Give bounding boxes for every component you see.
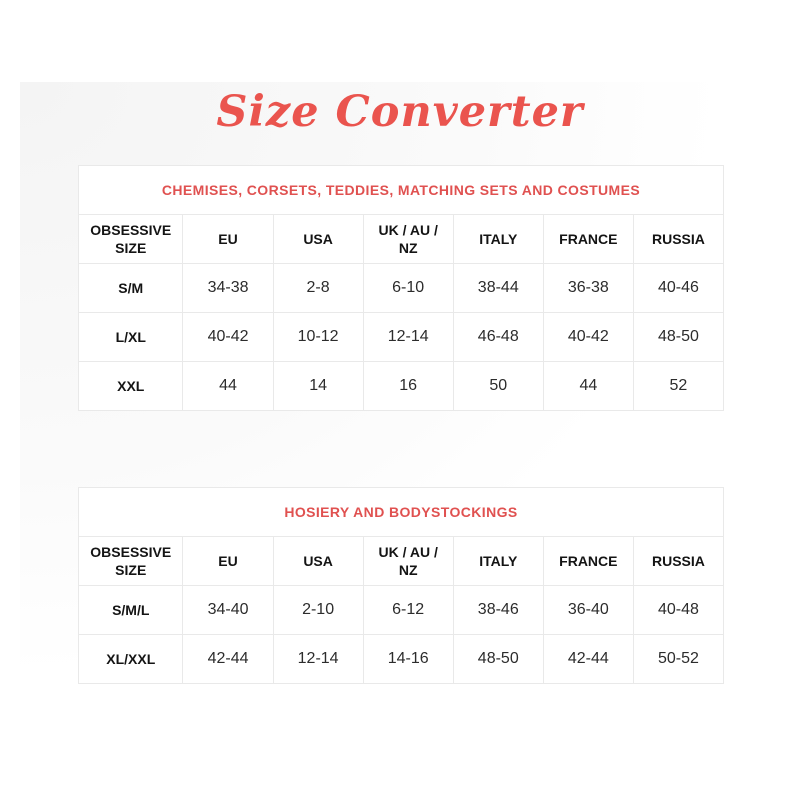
size-value-cell: 50-52 bbox=[633, 635, 723, 684]
size-value-cell: 44 bbox=[183, 362, 273, 411]
table-row bbox=[79, 313, 724, 362]
size-value-cell: 14 bbox=[273, 362, 363, 411]
size-value-cell: 14-16 bbox=[363, 635, 453, 684]
size-value-cell: 6-10 bbox=[363, 264, 453, 313]
size-value-cell: 40-42 bbox=[183, 313, 273, 362]
column-header: USA bbox=[273, 537, 363, 586]
size-table-chemises bbox=[78, 165, 724, 411]
size-value-cell: 34-38 bbox=[183, 264, 273, 313]
table-caption-row bbox=[79, 488, 724, 537]
column-header: ITALY bbox=[453, 215, 543, 264]
size-value-cell: 34-40 bbox=[183, 586, 273, 635]
size-value-cell: 38-46 bbox=[453, 586, 543, 635]
column-header: OBSESSIVE SIZE bbox=[79, 215, 183, 264]
table-row bbox=[79, 264, 724, 313]
column-header: ITALY bbox=[453, 537, 543, 586]
column-header: OBSESSIVE SIZE bbox=[79, 537, 183, 586]
column-header: EU bbox=[183, 215, 273, 264]
size-value-cell: 48-50 bbox=[633, 313, 723, 362]
column-header: FRANCE bbox=[543, 215, 633, 264]
size-label-cell: S/M/L bbox=[79, 586, 183, 635]
column-header: RUSSIA bbox=[633, 537, 723, 586]
table-header-row bbox=[79, 537, 724, 586]
size-value-cell: 16 bbox=[363, 362, 453, 411]
size-value-cell: 46-48 bbox=[453, 313, 543, 362]
table-body bbox=[79, 586, 724, 684]
column-header: USA bbox=[273, 215, 363, 264]
table-header-row bbox=[79, 215, 724, 264]
size-value-cell: 40-48 bbox=[633, 586, 723, 635]
size-value-cell: 40-46 bbox=[633, 264, 723, 313]
size-table-hosiery bbox=[78, 487, 724, 684]
table-caption: CHEMISES, CORSETS, TEDDIES, MATCHING SETS AND COSTUMES bbox=[79, 166, 724, 215]
column-header: UK / AU / NZ bbox=[363, 537, 453, 586]
column-header: EU bbox=[183, 537, 273, 586]
size-value-cell: 38-44 bbox=[453, 264, 543, 313]
table-caption-row bbox=[79, 166, 724, 215]
size-value-cell: 6-12 bbox=[363, 586, 453, 635]
size-value-cell: 2-8 bbox=[273, 264, 363, 313]
table-row bbox=[79, 586, 724, 635]
size-value-cell: 42-44 bbox=[183, 635, 273, 684]
size-value-cell: 12-14 bbox=[363, 313, 453, 362]
size-value-cell: 12-14 bbox=[273, 635, 363, 684]
table-row bbox=[79, 362, 724, 411]
page-title: Size Converter bbox=[216, 87, 584, 137]
size-value-cell: 50 bbox=[453, 362, 543, 411]
size-value-cell: 10-12 bbox=[273, 313, 363, 362]
size-value-cell: 52 bbox=[633, 362, 723, 411]
size-label-cell: L/XL bbox=[79, 313, 183, 362]
size-value-cell: 44 bbox=[543, 362, 633, 411]
size-label-cell: XL/XXL bbox=[79, 635, 183, 684]
table-body bbox=[79, 264, 724, 411]
size-value-cell: 36-40 bbox=[543, 586, 633, 635]
size-value-cell: 48-50 bbox=[453, 635, 543, 684]
size-value-cell: 42-44 bbox=[543, 635, 633, 684]
size-label-cell: S/M bbox=[79, 264, 183, 313]
size-label-cell: XXL bbox=[79, 362, 183, 411]
size-value-cell: 36-38 bbox=[543, 264, 633, 313]
column-header: UK / AU / NZ bbox=[363, 215, 453, 264]
size-value-cell: 2-10 bbox=[273, 586, 363, 635]
table-row bbox=[79, 635, 724, 684]
column-header: FRANCE bbox=[543, 537, 633, 586]
table-caption: HOSIERY AND BODYSTOCKINGS bbox=[79, 488, 724, 537]
size-value-cell: 40-42 bbox=[543, 313, 633, 362]
column-header: RUSSIA bbox=[633, 215, 723, 264]
